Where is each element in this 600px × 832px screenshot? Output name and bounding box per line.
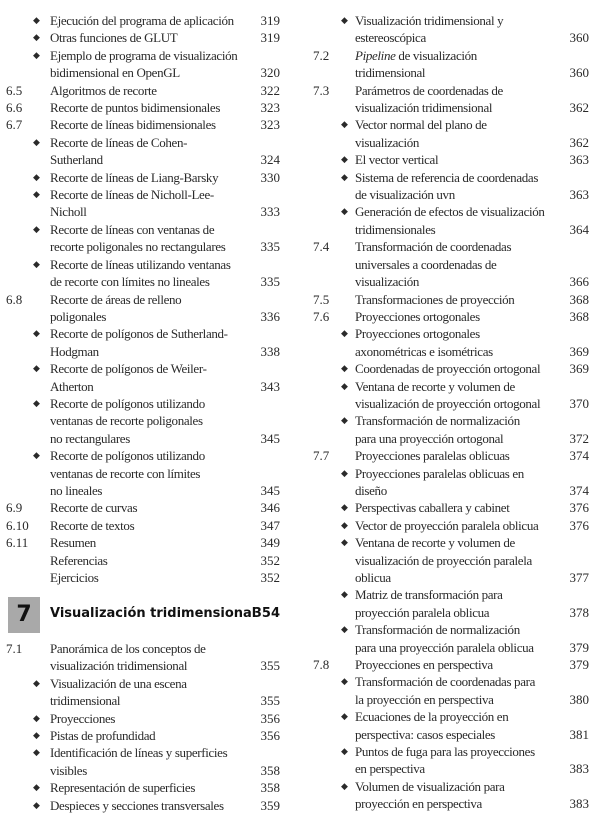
page-number: 324 xyxy=(260,152,280,168)
section-number: 6.8 xyxy=(6,291,23,307)
toc-section-entry xyxy=(305,82,597,117)
toc-section-entry xyxy=(305,291,597,308)
entry-title: Proyecciones en perspectiva xyxy=(355,657,493,673)
bullet-icon: ◆ xyxy=(33,223,40,234)
bullet-icon: ◆ xyxy=(33,712,40,723)
entry-title: Ventana de recorte y volumen de visualización de proyección paralela oblicua xyxy=(355,535,532,585)
entry-title: El vector vertical xyxy=(355,152,439,168)
toc-section-entry xyxy=(0,499,290,516)
toc-subsection-entry xyxy=(0,134,290,169)
entry-title: Transformación de normalización para una proyección ortogonal xyxy=(355,413,520,446)
page-number: 381 xyxy=(569,726,589,742)
entry-title: Recorte de líneas bidimensionales xyxy=(50,117,216,133)
entry-title: Matriz de transformación para proyección paralela oblicua xyxy=(355,587,503,620)
bullet-icon: ◆ xyxy=(341,415,348,426)
page-number: 319 xyxy=(260,30,280,46)
bullet-icon: ◆ xyxy=(341,519,348,530)
page-number: 343 xyxy=(260,378,280,394)
entry-title-rest: de visualización tridimensional xyxy=(355,47,477,81)
entry-title: Proyecciones xyxy=(50,710,116,726)
page-number: 355 xyxy=(260,693,280,709)
page-number: 352 xyxy=(260,552,280,568)
bullet-icon: ◆ xyxy=(33,328,40,339)
bullet-icon: ◆ xyxy=(341,15,348,25)
entry-title: Recorte de polígonos de Weiler- Atherton xyxy=(50,361,207,394)
page-number: 346 xyxy=(260,500,280,516)
bullet-icon: ◆ xyxy=(341,171,348,182)
page-number: 374 xyxy=(569,448,589,464)
toc-subsection-entry xyxy=(305,708,597,743)
page-number: 369 xyxy=(569,361,589,377)
toc-entry xyxy=(0,552,290,569)
toc-section-entry xyxy=(0,517,290,534)
entry-title: Proyecciones paralelas oblicuas en diseño xyxy=(355,465,524,498)
page-number: 378 xyxy=(569,604,589,620)
page-number: 352 xyxy=(260,570,280,585)
entry-title: Transformación de coordenadas para la proyección en perspectiva xyxy=(355,674,536,707)
toc-subsection-entry xyxy=(305,743,597,778)
page-number: 360 xyxy=(569,30,589,46)
page-number: 358 xyxy=(260,780,280,796)
page-number: 323 xyxy=(260,100,280,116)
section-number: 7.2 xyxy=(313,47,330,63)
entry-title: Resumen xyxy=(50,535,96,551)
page-number: 335 xyxy=(260,274,280,290)
entry-title: Recorte de textos xyxy=(50,517,135,533)
section-number: 6.10 xyxy=(6,517,29,533)
bullet-icon: ◆ xyxy=(33,136,40,147)
toc-subsection-entry xyxy=(305,12,597,47)
entry-title: Referencias xyxy=(50,552,108,568)
toc-subsection-entry xyxy=(305,116,597,151)
bullet-icon: ◆ xyxy=(33,171,40,182)
bullet-icon: ◆ xyxy=(33,677,40,688)
toc-subsection-entry xyxy=(0,797,290,814)
page-number: 347 xyxy=(260,517,280,533)
entry-title: Recorte de polígonos utilizando ventanas de recorte poligonales no rectangulares xyxy=(50,395,205,446)
section-number: 7.8 xyxy=(313,657,330,673)
entry-title: Recorte de curvas xyxy=(50,500,138,516)
page-number: 345 xyxy=(260,482,280,498)
chapter-title: Visualización tridimensional xyxy=(50,606,257,621)
bullet-icon: ◆ xyxy=(33,15,40,25)
bullet-icon: ◆ xyxy=(33,258,40,269)
page-number: 319 xyxy=(260,13,280,28)
entry-title: Despieces y secciones transversales xyxy=(50,797,224,813)
entry-title-italic: Pipeline xyxy=(355,47,396,63)
toc-subsection-entry xyxy=(0,221,290,256)
page-number: 358 xyxy=(260,762,280,778)
bullet-icon: ◆ xyxy=(341,154,348,165)
bullet-icon: ◆ xyxy=(341,363,348,374)
entry-title: Proyecciones ortogonales axonométricas e isométricas xyxy=(355,326,493,359)
section-number: 7.3 xyxy=(313,82,330,98)
page-number: 356 xyxy=(260,728,280,744)
section-number: 6.11 xyxy=(6,535,29,551)
page-number: 380 xyxy=(569,691,589,707)
chapter-heading xyxy=(0,597,290,635)
toc-section-entry xyxy=(305,47,597,82)
entry-title: Recorte de polígonos utilizando ventanas de recorte con límites no lineales xyxy=(50,448,205,498)
chapter-number: 7 xyxy=(8,597,40,633)
bullet-icon: ◆ xyxy=(33,397,40,408)
page-number: 369 xyxy=(569,343,589,359)
page-number: 322 xyxy=(260,82,280,98)
section-number: 7.6 xyxy=(313,308,330,324)
page-number: 368 xyxy=(569,308,589,324)
page-number: 372 xyxy=(569,430,589,446)
entry-title: Recorte de áreas de relleno poligonales xyxy=(50,291,182,324)
page-number: 383 xyxy=(569,761,589,777)
page-number: 366 xyxy=(569,274,589,290)
toc-subsection-entry xyxy=(0,186,290,221)
bullet-icon: ◆ xyxy=(341,624,348,635)
bullet-icon: ◆ xyxy=(341,328,348,339)
toc-subsection-entry xyxy=(0,675,290,710)
toc-subsection-entry xyxy=(0,727,290,744)
toc-subsection-entry xyxy=(305,586,597,621)
toc-subsection-entry xyxy=(305,621,597,656)
entry-title: Transformación de coordenadas universales a coordenadas de visualización xyxy=(355,239,512,290)
toc-section-entry xyxy=(0,640,290,675)
entry-title: Identificación de líneas y superficies visibles xyxy=(50,745,228,778)
page-number: 379 xyxy=(569,639,589,655)
toc-section-entry xyxy=(305,308,597,325)
toc-left-column-bottom xyxy=(0,640,290,814)
section-number: 6.5 xyxy=(6,82,23,98)
toc-subsection-entry xyxy=(0,47,290,82)
entry-title: Proyecciones paralelas oblicuas xyxy=(355,448,510,464)
toc-subsection-entry xyxy=(0,744,290,779)
entry-title xyxy=(355,47,565,82)
page-number: 376 xyxy=(569,517,589,533)
entry-title: Volumen de visualización para proyección en perspectiva xyxy=(355,778,505,812)
entry-title: Visualización tridimensional y estereoscópica xyxy=(355,13,504,46)
entry-title: Sistema de referencia de coordenadas de visualización uvn xyxy=(355,169,539,203)
entry-title: Vector normal del plano de visualización xyxy=(355,117,487,150)
toc-subsection-entry xyxy=(0,256,290,291)
entry-title: Recorte de líneas con ventanas de recorte poligonales no rectangulares xyxy=(50,221,226,255)
entry-title: Coordenadas de proyección ortogonal xyxy=(355,361,541,377)
entry-title: Ejemplo de programa de visualización bidimensional en OpenGL xyxy=(50,47,238,81)
toc-section-entry xyxy=(305,238,597,290)
entry-title: Transformación de normalización para una proyección paralela oblicua xyxy=(355,622,534,655)
toc-subsection-entry xyxy=(305,534,597,586)
entry-title: Parámetros de coordenadas de visualización tridimensional xyxy=(355,82,503,116)
entry-title: Perspectivas caballera y cabinet xyxy=(355,500,510,516)
entry-title: Pistas de profundidad xyxy=(50,728,156,744)
page-number: 376 xyxy=(569,500,589,516)
section-number: 6.9 xyxy=(6,500,23,516)
toc-subsection-entry xyxy=(305,465,597,500)
entry-title: Recorte de líneas de Liang-Barsky xyxy=(50,169,219,185)
bullet-icon: ◆ xyxy=(341,780,348,791)
page-number: 374 xyxy=(569,482,589,498)
toc-subsection-entry xyxy=(0,779,290,796)
entry-title: Puntos de fuga para las proyecciones en perspectiva xyxy=(355,744,535,777)
entry-title: Recorte de líneas utilizando ventanas de recorte con límites no lineales xyxy=(50,256,231,290)
page-number: 345 xyxy=(260,430,280,446)
toc-left-column-top xyxy=(0,12,290,586)
entry-title: Representación de superficies xyxy=(50,780,196,796)
toc-subsection-entry xyxy=(305,517,597,534)
toc-subsection-entry xyxy=(305,499,597,516)
section-number: 6.7 xyxy=(6,117,23,133)
page-number: 377 xyxy=(569,570,589,585)
entry-title: Otras funciones de GLUT xyxy=(50,30,178,46)
entry-title: Vector de proyección paralela oblicua xyxy=(355,517,539,533)
section-number: 7.5 xyxy=(313,291,330,307)
toc-right-column xyxy=(305,12,597,813)
entry-title: Algoritmos de recorte xyxy=(50,82,157,98)
entry-title: Proyecciones ortogonales xyxy=(355,308,480,324)
page-number: 370 xyxy=(569,395,589,411)
toc-subsection-entry xyxy=(305,325,597,360)
toc-subsection-entry xyxy=(0,169,290,186)
toc-subsection-entry xyxy=(0,360,290,395)
page-number: 320 xyxy=(260,65,280,81)
bullet-icon: ◆ xyxy=(33,189,40,200)
toc-subsection-entry xyxy=(305,412,597,447)
toc-subsection-entry xyxy=(305,169,597,204)
toc-subsection-entry xyxy=(0,12,290,29)
toc-subsection-entry xyxy=(305,151,597,168)
toc-subsection-entry xyxy=(305,360,597,377)
toc-section-entry xyxy=(0,291,290,326)
bullet-icon: ◆ xyxy=(33,730,40,741)
toc-subsection-entry xyxy=(0,710,290,727)
page-number: 336 xyxy=(260,308,280,324)
bullet-icon: ◆ xyxy=(341,676,348,687)
bullet-icon: ◆ xyxy=(33,747,40,758)
bullet-icon: ◆ xyxy=(341,746,348,757)
bullet-icon: ◆ xyxy=(341,206,348,217)
toc-section-entry xyxy=(305,447,597,464)
toc-subsection-entry xyxy=(0,325,290,360)
page-number: 355 xyxy=(260,658,280,674)
bullet-icon: ◆ xyxy=(33,363,40,374)
page-number: 356 xyxy=(260,710,280,726)
toc-section-entry xyxy=(0,99,290,116)
page-number: 349 xyxy=(260,535,280,551)
entry-title: Recorte de polígonos de Sutherland- Hodgman xyxy=(50,326,228,359)
bullet-icon: ◆ xyxy=(33,799,40,810)
bullet-icon: ◆ xyxy=(341,589,348,600)
bullet-icon: ◆ xyxy=(33,49,40,60)
toc-section-entry xyxy=(305,656,597,673)
page-number: 335 xyxy=(260,239,280,255)
toc-subsection-entry xyxy=(305,673,597,708)
entry-title: Ejercicios xyxy=(50,570,99,585)
page-number: 360 xyxy=(569,65,589,81)
bullet-icon: ◆ xyxy=(341,537,348,548)
entry-title: Ventana de recorte y volumen de visualización de proyección ortogonal xyxy=(355,378,541,411)
toc-subsection-entry xyxy=(0,447,290,499)
section-number: 6.6 xyxy=(6,100,23,116)
page-number: 368 xyxy=(569,291,589,307)
page-number: 383 xyxy=(569,796,589,812)
toc-subsection-entry xyxy=(305,778,597,813)
page-number: 359 xyxy=(260,797,280,813)
bullet-icon: ◆ xyxy=(33,782,40,793)
toc-subsection-entry xyxy=(305,378,597,413)
toc-section-entry xyxy=(0,116,290,133)
toc-section-entry xyxy=(0,534,290,551)
entry-title: Ecuaciones de la proyección en perspectiva: casos especiales xyxy=(355,709,509,742)
toc-subsection-entry xyxy=(305,203,597,238)
page-number: 333 xyxy=(260,204,280,220)
toc-section-entry xyxy=(0,82,290,99)
page-number: 379 xyxy=(569,657,589,673)
section-number: 7.1 xyxy=(6,641,23,656)
chapter-page: 354 xyxy=(252,606,280,621)
bullet-icon: ◆ xyxy=(33,32,40,43)
entry-title: Transformaciones de proyección xyxy=(355,291,515,307)
entry-title: Generación de efectos de visualización tridimensionales xyxy=(355,204,545,237)
page-number: 362 xyxy=(569,100,589,116)
entry-title: Recorte de líneas de Cohen- Sutherland xyxy=(50,134,188,168)
bullet-icon: ◆ xyxy=(341,380,348,391)
toc-subsection-entry xyxy=(0,395,290,447)
entry-title: Panorámica de los conceptos de visualización tridimensional xyxy=(50,641,206,674)
entry-title: Recorte de líneas de Nicholl-Lee- Nicholl xyxy=(50,187,214,220)
page-number: 330 xyxy=(260,169,280,185)
page-number: 338 xyxy=(260,343,280,359)
entry-title: Recorte de puntos bidimensionales xyxy=(50,100,221,116)
bullet-icon: ◆ xyxy=(341,502,348,513)
bullet-icon: ◆ xyxy=(341,119,348,130)
entry-title: Ejecución del programa de aplicación xyxy=(50,13,234,28)
section-number: 7.7 xyxy=(313,448,330,464)
page-number: 363 xyxy=(569,152,589,168)
bullet-icon: ◆ xyxy=(341,467,348,478)
bullet-icon: ◆ xyxy=(341,711,348,722)
toc-subsection-entry xyxy=(0,29,290,46)
entry-title: Visualización de una escena tridimensional xyxy=(50,675,187,709)
page-number: 364 xyxy=(569,221,589,237)
toc-entry xyxy=(0,569,290,586)
bullet-icon: ◆ xyxy=(33,450,40,461)
page-number: 363 xyxy=(569,187,589,203)
page-number: 323 xyxy=(260,117,280,133)
section-number: 7.4 xyxy=(313,239,330,255)
page-number: 362 xyxy=(569,134,589,150)
